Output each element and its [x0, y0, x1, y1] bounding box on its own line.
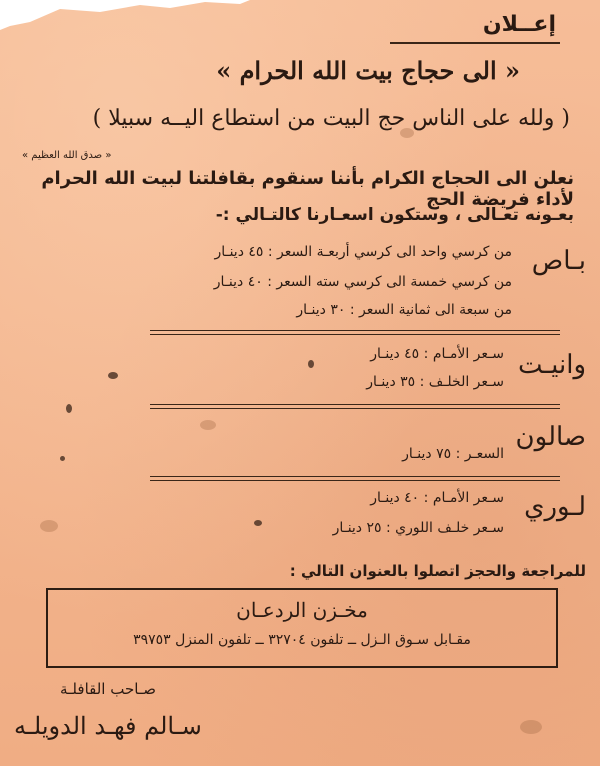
- divider-1: [150, 330, 560, 335]
- store-address: مقـابل سـوق الـزل ــ تلفون ٣٢٧٠٤ ــ تلفون المنزل ٣٩٧٥٣: [133, 632, 471, 648]
- intro-line-2: بعـونه تعـالى ، وستكون اسعـارنا كالتـالي :-: [215, 205, 574, 225]
- contact-line: للمراجعة والحجز اتصلوا بالعنوان التالي :: [289, 562, 586, 580]
- bus-price-line-2: من كرسي خمسة الى كرسي سته السعر : ٤٠ دينـار: [213, 274, 512, 290]
- lorry-price-line-1: سـعر الأمـام : ٤٠ دينـار: [370, 490, 504, 506]
- title-underline: [390, 42, 560, 44]
- divider-2: [150, 404, 560, 409]
- category-pickup: وانيـت: [517, 350, 586, 380]
- owner-name: سـالم فهـد الدويلـه: [14, 712, 202, 740]
- paper-stain: [40, 520, 58, 532]
- paper-stain: [520, 720, 542, 734]
- category-lorry: لـوري: [524, 492, 586, 522]
- ink-stain: [108, 372, 118, 379]
- pickup-price-line-2: سـعر الخلـف : ٣٥ دينـار: [366, 374, 504, 390]
- intro-line-1: نعلن الى الحجاج الكرام بأننا سنقوم بقافلتنا لبيت الله الحرام لأداء فريضة الحج: [41, 168, 574, 210]
- ink-stain: [254, 520, 262, 526]
- store-name: مخـزن الردعـان: [236, 598, 368, 622]
- torn-corner: [0, 0, 250, 30]
- owner-label: صـاحب القافلـة: [60, 680, 156, 698]
- verse-source: « صدق الله العظيم »: [22, 150, 112, 161]
- category-bus: بـاص: [531, 246, 586, 276]
- ink-stain: [66, 404, 72, 413]
- paper-stain: [400, 128, 414, 138]
- contact-box: [46, 588, 558, 668]
- bus-price-line-1: من كرسي واحد الى كرسي أربعـة السعر : ٤٥ دينـار: [214, 244, 512, 260]
- bus-price-line-3: من سبعة الى ثمانية السعر : ٣٠ دينـار: [296, 302, 512, 318]
- ink-stain: [60, 456, 65, 461]
- lorry-price-line-2: سـعر خلـف اللوري : ٢٥ دينـار: [332, 520, 504, 536]
- divider-3: [150, 476, 560, 481]
- quran-verse: ( ولله على الناس حج البيت من استطاع اليــه سبيلا ): [92, 106, 570, 131]
- pickup-price-line-1: سـعر الأمـام : ٤٥ دينـار: [370, 346, 504, 362]
- category-saloon: صالون: [515, 422, 586, 452]
- paper-stain: [200, 420, 216, 430]
- heading: « الى حجاج بيت الله الحرام »: [216, 56, 520, 85]
- saloon-price-line-1: السعـر : ٧٥ دينـار: [402, 446, 504, 462]
- announcement-title: إعــلان: [482, 12, 556, 37]
- ink-stain: [308, 360, 314, 368]
